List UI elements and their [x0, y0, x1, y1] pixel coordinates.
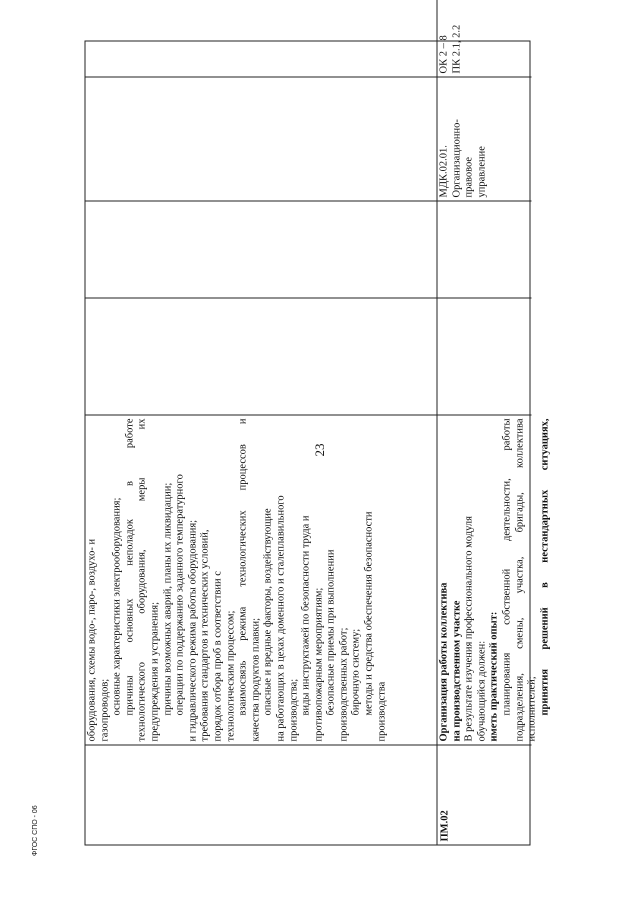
text-line: на работающих в цехах доменного и сталеплавильного — [274, 494, 286, 741]
text-line: виды инструктажей по безопасности труда и — [300, 515, 312, 715]
row1-col5 — [85, 76, 437, 200]
text-line: производства — [375, 681, 387, 741]
text-line: противопожарным мероприятиям; — [312, 587, 324, 741]
text-line: принятия решений в нестандартных ситуациях, — [538, 418, 550, 715]
text-line: требования стандартов и технических условий, — [199, 529, 211, 741]
text-line: и гидравлического режима работы оборудования; — [186, 519, 198, 741]
text-line: Организационно- — [450, 118, 462, 197]
text-line: иметь практический опыт: — [488, 611, 500, 741]
text-line: безопасные приемы при выполнении — [325, 549, 337, 715]
row2-code-cell: ПМ.02 — [437, 744, 531, 844]
text-line: обучающийся должен: — [475, 640, 487, 741]
row1-col6 — [85, 0, 437, 76]
row1-content-cell — [85, 414, 437, 744]
row2-competencies-cell — [437, 0, 531, 76]
text-line: оборудования, схемы водо-, паро-, воздухо- и — [86, 538, 97, 741]
text-line: ПК 2.1, 2.2 — [450, 24, 462, 73]
text-line: В результате изучения профессионального модуля — [463, 515, 475, 741]
text-line: основные характеристики электрооборудования; — [111, 497, 123, 715]
text-line: технологического оборудования, меры их — [136, 418, 148, 741]
text-line: операции по поддержанию заданного температурного — [174, 473, 186, 715]
text-line: подразделения, смены, участка, бригады, коллектива — [513, 418, 525, 741]
text-line: газопроводов; — [98, 678, 110, 741]
text-line: причины возможных аварий, планы их ликвидации; — [161, 482, 173, 715]
text-line: МДК.02.01. — [438, 144, 449, 197]
row1-col3 — [85, 297, 437, 414]
row1-col4 — [85, 200, 437, 297]
footer-label: ФГОС СПО - 06 — [32, 805, 39, 856]
text-line: производства; — [287, 678, 299, 741]
text-line: опасные и вредные факторы, воздействующие — [262, 507, 274, 715]
text-line: взаимосвязь режима технологических процессов и — [237, 418, 249, 715]
text-line: качества продуктов плавки; — [249, 617, 261, 741]
text-line: на производственном участке — [450, 600, 462, 741]
curriculum-table — [84, 24, 550, 845]
row2-col3 — [437, 297, 531, 414]
text-line: предупреждения и устранения; — [148, 601, 160, 741]
row2-mdk-cell — [437, 76, 531, 200]
page-number: 23 — [312, 443, 327, 457]
text-line: бирочную систему; — [350, 628, 362, 715]
text-line: технологическим процессом; — [224, 610, 236, 741]
text-line: причины основных неполадок в работе — [123, 418, 135, 715]
text-line: порядок отбора проб в соответствии с — [211, 570, 223, 741]
text-line: планирования собственной деятельности, работы — [500, 418, 512, 715]
row1-code-cell — [85, 744, 437, 844]
row2-content-cell — [437, 414, 550, 744]
text-line: методы и средства обеспечения безопасности — [363, 510, 375, 715]
text-line: производственных работ; — [337, 627, 349, 741]
text-line: управление — [475, 145, 487, 197]
text-line: Организация работы коллектива — [438, 582, 449, 741]
text-line: правовое — [463, 156, 475, 197]
text-line: исполнителей; — [526, 675, 538, 741]
row2-col4 — [437, 200, 531, 297]
text-line: ОК 2 – 8 — [438, 34, 449, 73]
